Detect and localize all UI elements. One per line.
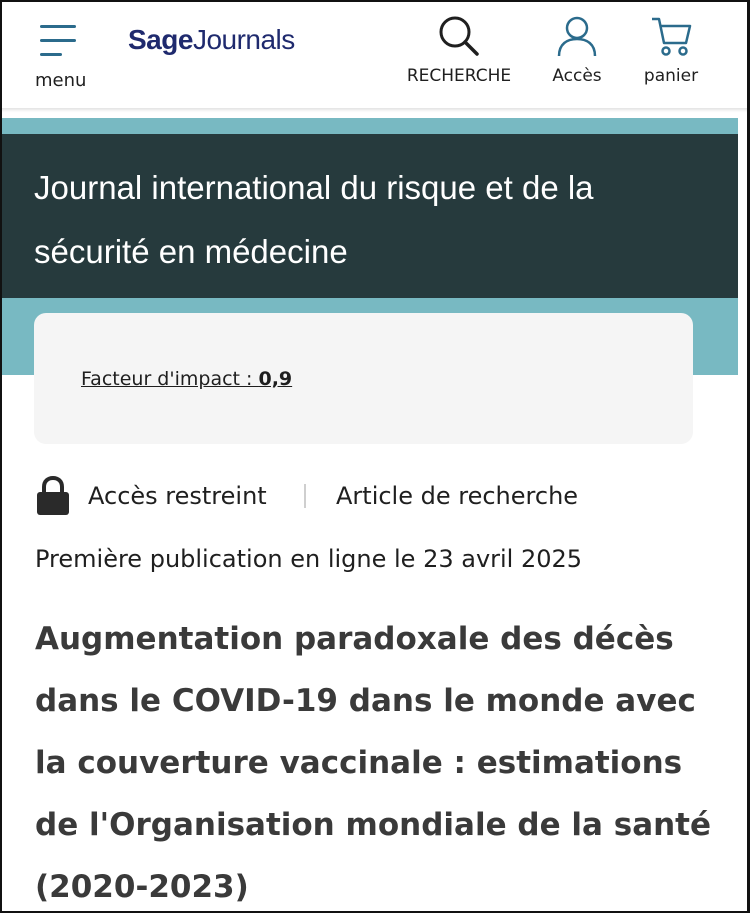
menu-label: menu bbox=[35, 70, 87, 91]
impact-factor-link[interactable] bbox=[81, 368, 292, 390]
article-meta bbox=[36, 474, 696, 518]
impact-factor-label: Facteur d'impact : bbox=[81, 368, 259, 390]
meta-divider bbox=[304, 484, 306, 508]
cart-label: panier bbox=[643, 66, 699, 86]
cart-button[interactable] bbox=[636, 14, 706, 94]
publication-date: Première publication en ligne le 23 avril 2025 bbox=[35, 545, 583, 573]
sage-journals-logo[interactable] bbox=[128, 24, 295, 56]
brand-regular: Journals bbox=[192, 24, 295, 55]
impact-factor-value: 0,9 bbox=[258, 368, 293, 390]
menu-icon bbox=[40, 22, 80, 58]
search-icon bbox=[437, 14, 481, 58]
cart-icon bbox=[649, 14, 693, 58]
article-type: Article de recherche bbox=[336, 482, 579, 510]
access-label: Accès bbox=[552, 66, 602, 86]
menu-button[interactable] bbox=[30, 18, 94, 94]
brand-bold: Sage bbox=[128, 24, 193, 55]
user-icon bbox=[555, 14, 599, 58]
lock-icon bbox=[36, 476, 70, 516]
article-title: Augmentation paradoxale des décès dans le COVID-19 dans le monde avec la couverture vaccinale : estimations de l'Organisation mondiale de la santé (2020-2023) bbox=[35, 621, 712, 905]
access-type: Accès restreint bbox=[88, 482, 267, 510]
search-label: RECHERCHE bbox=[406, 66, 512, 86]
search-button[interactable] bbox=[404, 14, 514, 94]
access-button[interactable] bbox=[546, 14, 608, 94]
site-header bbox=[0, 0, 750, 108]
journal-title[interactable]: Journal international du risque et de la sécurité en médecine bbox=[34, 169, 594, 270]
impact-card bbox=[34, 313, 693, 444]
